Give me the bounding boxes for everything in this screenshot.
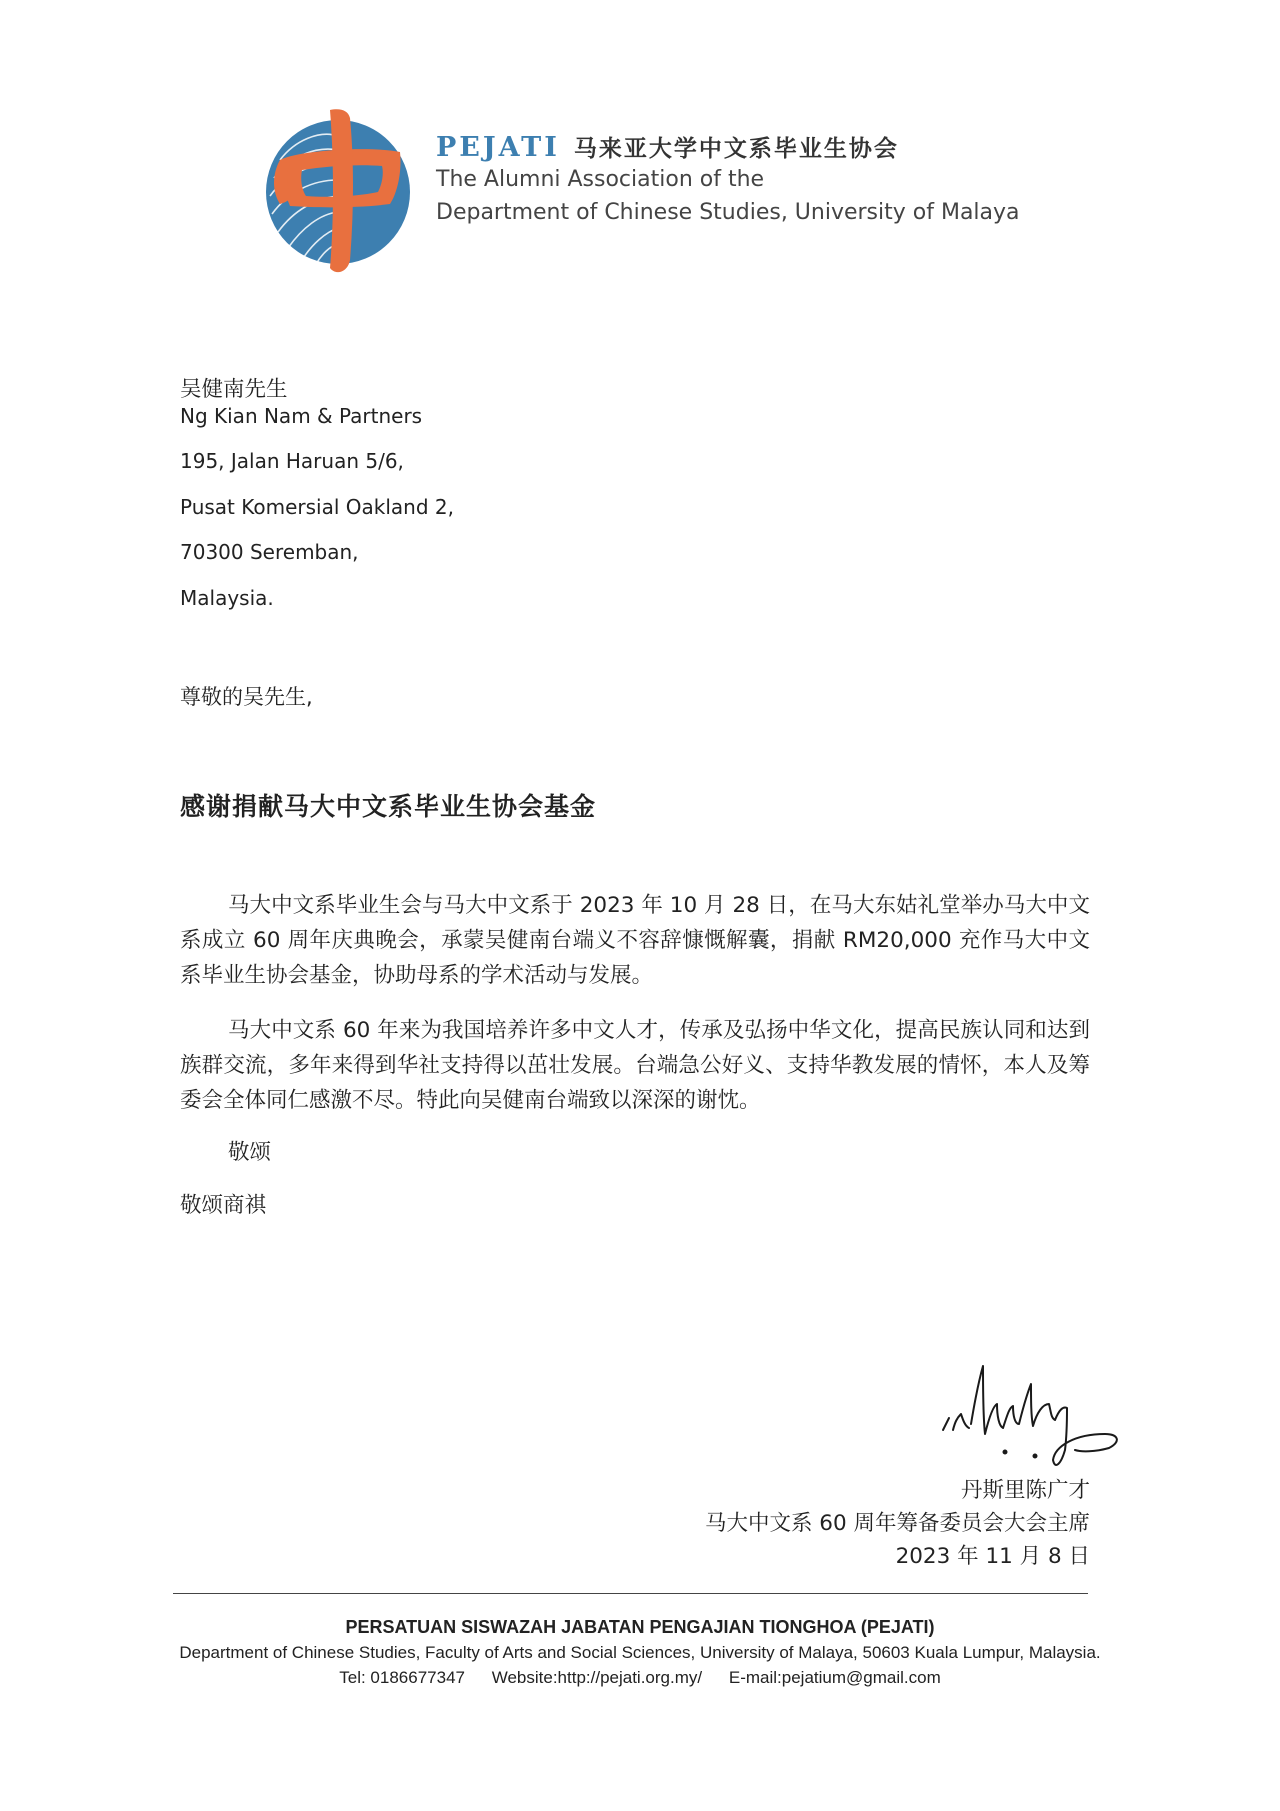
- zhong-character-globe-logo: [250, 100, 420, 280]
- body-paragraph-1: 马大中文系毕业生会与马大中文系于 2023 年 10 月 28 日，在马大东姑礼堂举办马大中文系成立 60 周年庆典晚会，承蒙吴健南台端义不容辞慷慨解囊，捐献 RM20,000 充作马大中文系毕业生协会基金，协助母系的学术活动与发展。: [180, 893, 1090, 988]
- footer: [140, 1614, 1140, 1690]
- signatory-name: 丹斯里陈广才: [960, 1478, 1090, 1503]
- footer-contact-line: [140, 1665, 1140, 1690]
- organization-name-english-line1: The Alumni Association of the: [436, 167, 765, 192]
- closing-wish: 敬颂商祺: [180, 1193, 267, 1218]
- address-line: Malaysia.: [180, 586, 274, 610]
- handwritten-signature: [935, 1360, 1125, 1480]
- body-paragraph-2: 马大中文系 60 年来为我国培养许多中文人才，传承及弘扬中华文化，提高民族认同和达到族群交流，多年来得到华社支持得以茁壮发展。台端急公好义、支持华教发展的情怀，本人及筹委会全体同仁感激不尽。特此向吴健南台端致以深深的谢忱。: [180, 1018, 1090, 1113]
- organization-name-chinese: 马来亚大学中文系毕业生协会: [573, 136, 899, 162]
- salutation: 尊敬的吴先生,: [180, 685, 313, 709]
- organization-name-english-line2: Department of Chinese Studies, University of Malaya: [436, 200, 1020, 225]
- footer-address: Department of Chinese Studies, Faculty of Arts and Social Sciences, University of Malaya, 50603 Kuala Lumpur, Malaysia.: [179, 1643, 1101, 1662]
- organization-title-line: [436, 130, 1076, 163]
- address-line: 195, Jalan Haruan 5/6,: [180, 449, 404, 473]
- letterhead: [250, 100, 1070, 280]
- organization-header: [436, 130, 1076, 229]
- footer-telephone: Tel: 0186677347: [339, 1668, 465, 1687]
- footer-divider: [173, 1593, 1088, 1594]
- recipient-name: 吴健南先生: [180, 377, 288, 402]
- address-line: Pusat Komersial Oakland 2,: [180, 495, 454, 519]
- signatory-title: 马大中文系 60 周年筹备委员会大会主席: [704, 1511, 1090, 1536]
- recipient-company: Ng Kian Nam & Partners: [180, 404, 423, 428]
- footer-website-link[interactable]: Website:http://pejati.org.my/: [491, 1668, 703, 1687]
- letter-subject: 感谢捐献马大中文系毕业生协会基金: [180, 792, 597, 821]
- footer-email-link[interactable]: E-mail:pejatium@gmail.com: [728, 1668, 941, 1687]
- organization-acronym: PEJATI: [436, 132, 560, 163]
- signatory-block: [705, 1474, 1090, 1573]
- address-line: 70300 Seremban,: [180, 540, 359, 564]
- closing-greeting: 敬颂: [228, 1140, 272, 1165]
- letter-date: 2023 年 11 月 8 日: [895, 1544, 1090, 1569]
- footer-organization-name: PERSATUAN SISWAZAH JABATAN PENGAJIAN TIONGHOA (PEJATI): [345, 1617, 935, 1637]
